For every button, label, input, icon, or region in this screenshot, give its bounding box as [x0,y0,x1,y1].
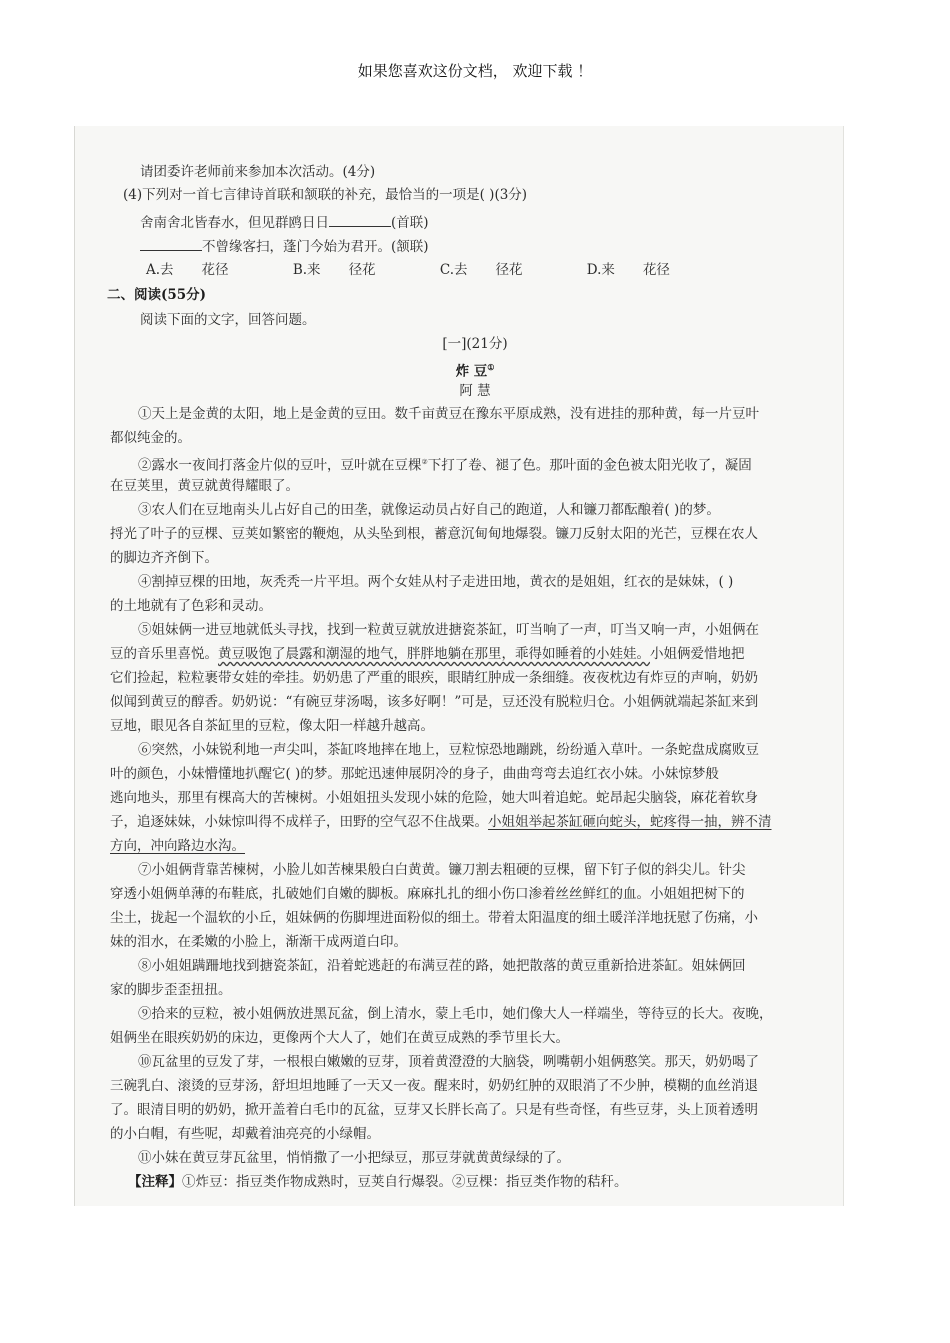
paragraph-8-line-1: ⑧小姐姐蹒跚地找到搪瓷茶缸，沿着蛇逃赶的布满豆茬的路，她把散落的黄豆重新拾进茶缸。姐妹俩回 [138,958,746,974]
paragraph-1-line-1: ①天上是金黄的太阳，地上是金黄的豆田。数千亩黄豆在豫东平原成熟，没有进挂的那种黄，每一片豆叶 [138,406,759,422]
paragraph-7-line-4: 妹的泪水，在柔嫩的小脸上，渐渐干成两道白印。 [110,934,407,950]
paragraph-4-line-1: ④割掉豆棵的田地，灰秃秃一片平坦。两个女娃从村子走进田地，黄衣的是姐姐，红衣的是妹妹，( ) [138,574,734,590]
paragraph-3-line-1: ③农人们在豆地南头儿占好自己的田垄，就像运动员占好自己的跑道，人和镰刀都酝酿着( )的梦。 [138,502,720,518]
paragraph-11-line-1: ⑪小妹在黄豆芽瓦盆里，悄悄撒了一小把绿豆，那豆芽就黄黄绿绿的了。 [138,1150,570,1166]
paragraph-10-line-4: 的小白帽，有些呢，却戴着油亮亮的小绿帽。 [110,1126,380,1142]
paragraph-4-line-2: 的土地就有了色彩和灵动。 [110,598,272,614]
footnote [128,1172,628,1192]
reading-instruction: 阅读下面的文字，回答问题。 [140,312,316,328]
paragraph-9-line-1: ⑨拾来的豆粒，被小姐俩放进黑瓦盆，倒上清水，蒙上毛巾，她们像大人一样端坐，等待豆的长大。夜晚， [138,1006,773,1022]
paragraph-5-line-3: 它们捡起，粒粒裹带女娃的牵挂。奶奶患了严重的眼疾，眼睛红肿成一条细缝。夜夜枕边有炸豆的声响，奶奶 [110,670,758,686]
paragraph-5-line-2: 豆的音乐里喜悦。黄豆吸饱了晨露和潮湿的地气，胖胖地躺在那里，乖得如睡着的小娃娃。小姐俩爱惜地把 [110,646,745,662]
underlined-sentence: 小姐姐举起茶缸砸向蛇头，蛇疼得一抽，辨不清 [488,814,772,830]
verse-2-text: 不曾缘客扫，蓬门今始为君开。(颔联) [202,239,429,255]
paragraph-6-line-3: 逃向地头，那里有棵高大的苦楝树。小姐姐扭头发现小妹的危险，她大叫着追蛇。蛇昂起尖脑袋，麻花着软身 [110,790,758,806]
article-title: 炸 豆① [455,362,495,380]
paragraph-7-line-2: 穿透小姐俩单薄的布鞋底，扎破她们自嫩的脚板。麻麻扎扎的细小伤口渗着丝丝鲜红的血。小姐姐把树下的 [110,886,745,902]
paragraph-9-line-2: 姐俩坐在眼疾奶奶的床边，更像两个大人了，她们在黄豆成熟的季节里长大。 [110,1030,569,1046]
verse-1-note: (首联) [391,215,429,231]
paragraph-5-line-1: ⑤姐妹俩一进豆地就低头寻找，找到一粒黄豆就放进搪瓷茶缸，叮当响了一声，叮当又响一声，小姐俩在 [138,622,759,638]
question-4-stem: (4)下列对一首七言律诗首联和颔联的补充，最恰当的一项是( )(3分) [123,187,528,203]
paragraph-2-line-1: ②露水一夜间打落金片似的豆叶，豆叶就在豆棵②下打了卷、褪了色。那叶面的金色被太阳光收了，凝固 [138,457,752,474]
verse-1-text: 舍南舍北皆春水，但见群鸥日日 [140,215,329,231]
paragraph-6-line-5 [110,836,245,856]
paragraph-10-line-1: ⑩瓦盆里的豆发了芽，一根根白嫩嫩的豆芽，顶着黄澄澄的大脑袋，咧嘴朝小姐俩憨笑。那天，奶奶喝了 [138,1054,759,1070]
option-d: D.来 花径 [586,262,670,278]
paragraph-7-line-3: 尘土，拢起一个温软的小丘，姐妹俩的伤脚埋进面粉似的细土。带着太阳温度的细土暖洋洋地抚慰了伤痛，小 [110,910,758,926]
question-4-verse-2 [140,236,429,257]
paragraph-10-line-3: 了。眼清目明的奶奶，掀开盖着白毛巾的瓦盆，豆芽又长胖长高了。只是有些奇怪，有些豆芽，头上顶着透明 [110,1102,758,1118]
paragraph-5-line-5: 豆地，眼见各自茶缸里的豆粒，像太阳一样越升越高。 [110,718,434,734]
footnote-text: ①炸豆：指豆类作物成熟时，豆荚自行爆裂。②豆棵：指豆类作物的秸秆。 [182,1174,628,1190]
paragraph-7-line-1: ⑦小姐俩背靠苦楝树，小脸儿如苦楝果般白白黄黄。镰刀割去粗硬的豆棵，留下钉子似的斜尖儿。针尖 [138,862,746,878]
option-a: A.去 花径 [146,262,229,278]
option-b: B.来 径花 [292,262,376,278]
wavy-underlined-sentence: 黄豆吸饱了晨露和潮湿的地气，胖胖地躺在那里，乖得如睡着的小娃娃。 [218,646,650,662]
paragraph-6-line-2: 叶的颜色，小妹懵懂地扒醒它( )的梦。那蛇迅速伸展阴冷的身子，曲曲弯弯去追红衣小妹。小妹惊梦般 [110,766,719,782]
paragraph-5-line-4: 似闻到黄豆的醇香。奶奶说：“有碗豆芽汤喝，该多好啊！”可是，豆还没有脱粒归仓。小姐俩就端起茶缸来到 [110,694,759,710]
option-c: C.去 径花 [439,262,523,278]
verse-blank-2 [140,236,202,251]
paragraph-8-line-2: 家的脚步歪歪扭扭。 [110,982,232,998]
verse-blank-1 [329,212,391,227]
paragraph-10-line-2: 三碗乳白、滚烫的豆芽汤，舒坦坦地睡了一天又一夜。醒来时，奶奶红肿的双眼消了不少肿，模糊的血丝消退 [110,1078,758,1094]
footnote-label: 【注释】 [128,1174,182,1190]
paragraph-6-line-1: ⑥突然，小妹锐利地一声尖叫，茶缸咚地摔在地上，豆粒惊恐地蹦跳，纷纷遁入草叶。一条蛇盘成腐败豆 [138,742,759,758]
underlined-sentence-end: 方向，冲向路边水沟。 [110,838,245,854]
part-label: [一](21分) [442,336,508,352]
paragraph-3-line-3: 的脚边齐齐倒下。 [110,550,218,566]
question-4-verse-1 [140,212,429,233]
paragraph-3-line-2: 捋光了叶子的豆棵、豆荚如繁密的鞭炮，从头坠到根，蓄意沉甸甸地爆裂。镰刀反射太阳的光芒，豆棵在农人 [110,526,758,542]
section-heading: 二、阅读(55分) [107,287,207,303]
paragraph-1-line-2: 都似纯金的。 [110,430,191,446]
paragraph-6-line-4: 子，追逐妹妹，小妹惊叫得不成样子，田野的空气忍不住战栗。小姐姐举起茶缸砸向蛇头，蛇疼得一抽，辨不清 [110,814,772,830]
paragraph-2-line-2: 在豆荚里，黄豆就黄得耀眼了。 [110,478,299,494]
article-author: 阿 慧 [459,383,491,399]
question-4-options [146,260,730,280]
download-banner: 如果您喜欢这份文档， 欢迎下载 ！ [357,62,593,80]
question-carry-over: 请团委许老师前来参加本次活动。(4分) [140,164,376,180]
